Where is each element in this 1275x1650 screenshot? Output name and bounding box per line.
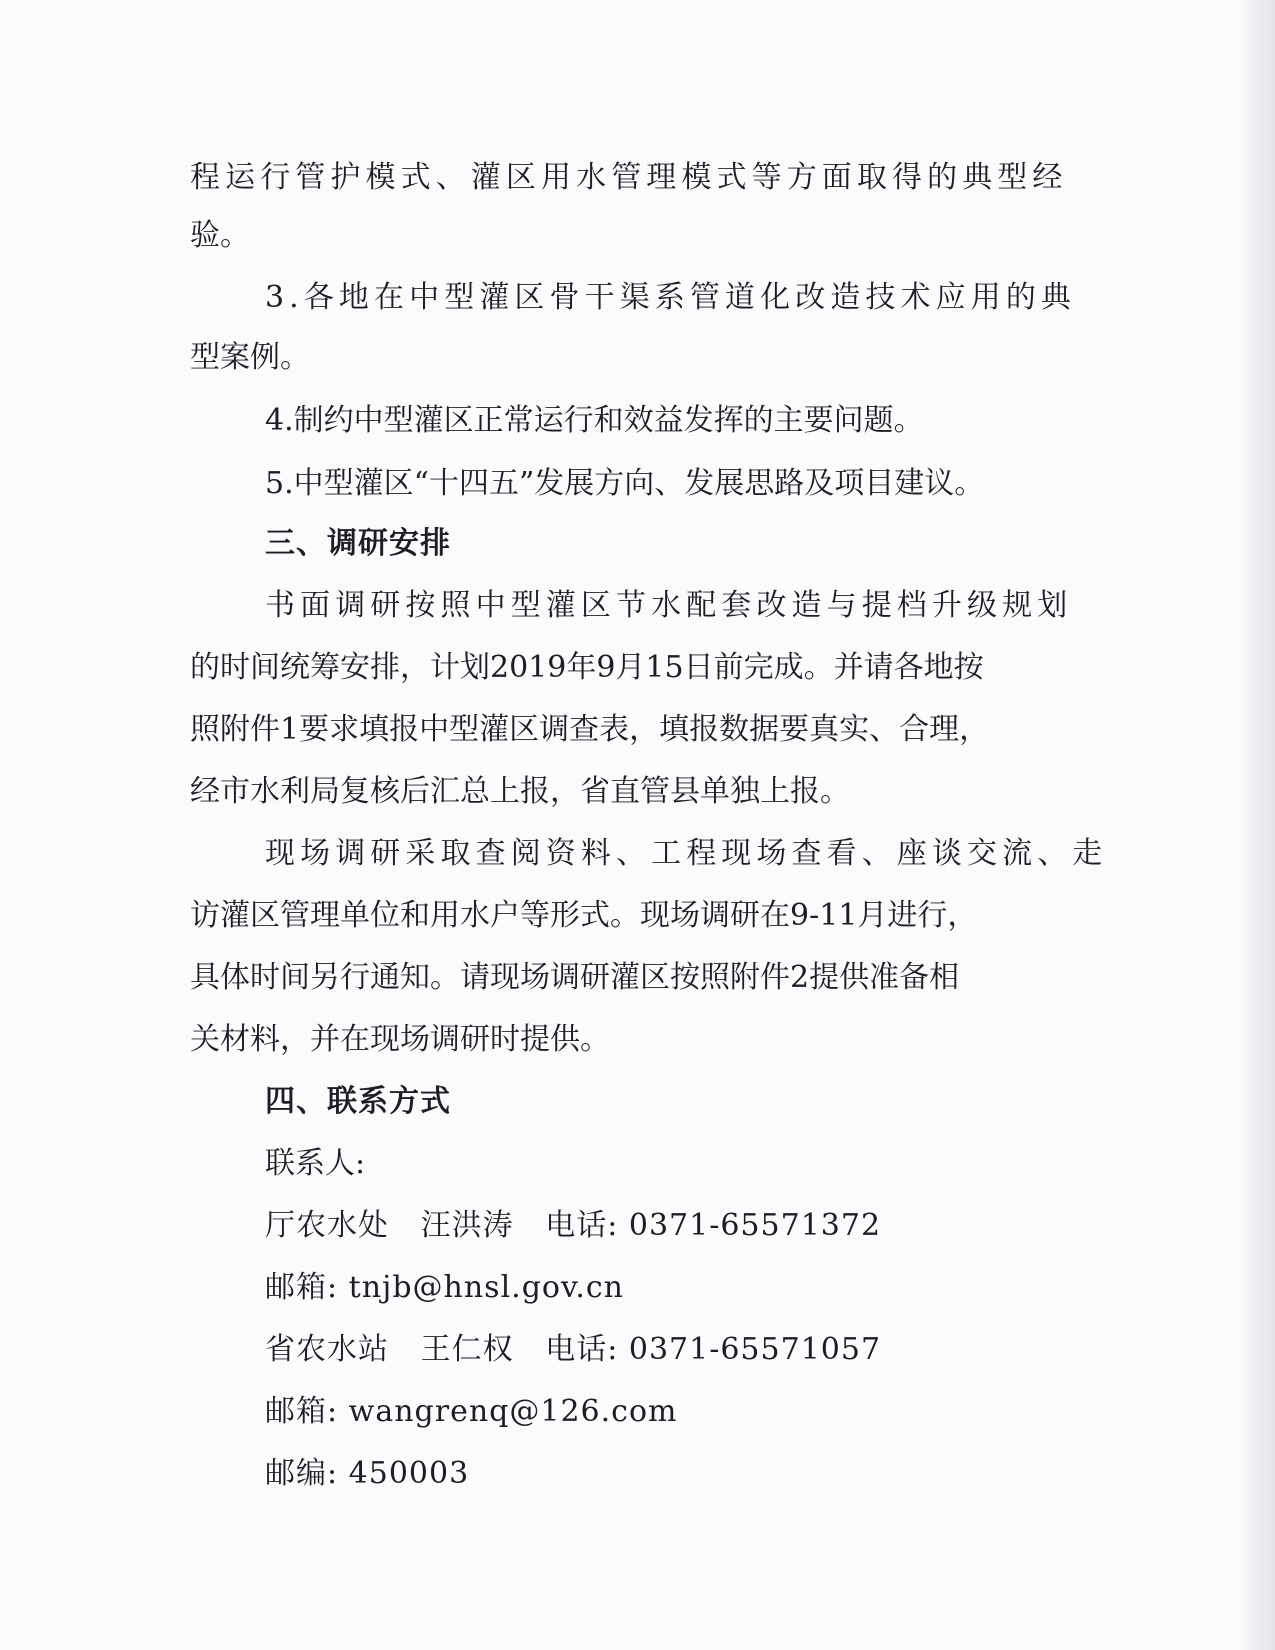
text-line: 的时间统筹安排，计划2019年9月15日前完成。并请各地按 bbox=[190, 650, 984, 685]
contact-2-phone: 省农水站 王仁权 电话: 0371-65571057 bbox=[265, 1332, 882, 1367]
text-line: 程运行管护模式、灌区用水管理模式等方面取得的典型经 bbox=[190, 160, 1068, 195]
paragraph-line bbox=[0, 210, 1275, 262]
text-line: 4.制约中型灌区正常运行和效益发挥的主要问题。 bbox=[265, 403, 924, 438]
text-line: 型案例。 bbox=[190, 340, 310, 375]
paragraph-line bbox=[0, 952, 1275, 1004]
contact-line bbox=[0, 1262, 1275, 1314]
contact-line bbox=[0, 1386, 1275, 1438]
text-line: 3.各地在中型灌区骨干渠系管道化改造技术应用的典 bbox=[265, 280, 1077, 315]
paragraph-line bbox=[0, 704, 1275, 756]
text-line: 书面调研按照中型灌区节水配套改造与提档升级规划 bbox=[265, 588, 1073, 623]
text-line: 经市水利局复核后汇总上报，省直管县单独上报。 bbox=[190, 774, 850, 809]
paragraph-line bbox=[0, 152, 1275, 204]
paragraph-line bbox=[0, 642, 1275, 694]
paragraph-line bbox=[0, 332, 1275, 384]
text-line: 具体时间另行通知。请现场调研灌区按照附件2提供准备相 bbox=[190, 960, 960, 995]
paragraph-line bbox=[0, 890, 1275, 942]
section-heading-text: 四、联系方式 bbox=[265, 1084, 451, 1119]
contact-line bbox=[0, 1448, 1275, 1500]
section-heading bbox=[0, 518, 1275, 570]
text-line: 现场调研采取查阅资料、工程现场查看、座谈交流、走 bbox=[265, 836, 1108, 871]
contact-1-email: 邮箱: tnjb@hnsl.gov.cn bbox=[265, 1270, 625, 1305]
paragraph-line bbox=[0, 828, 1275, 880]
contact-2-email: 邮箱: wangrenq@126.com bbox=[265, 1394, 678, 1429]
text-line: 验。 bbox=[190, 218, 250, 253]
text-line: 关材料，并在现场调研时提供。 bbox=[190, 1022, 610, 1057]
contact-label: 联系人: bbox=[265, 1146, 366, 1181]
contact-label-line bbox=[0, 1138, 1275, 1190]
contact-line bbox=[0, 1200, 1275, 1252]
text-line: 照附件1要求填报中型灌区调查表，填报数据要真实、合理， bbox=[190, 712, 990, 747]
text-line: 5.中型灌区“十四五”发展方向、发展思路及项目建议。 bbox=[265, 466, 985, 501]
paragraph-line bbox=[0, 272, 1275, 324]
contact-1-phone: 厅农水处 汪洪涛 电话: 0371-65571372 bbox=[265, 1208, 882, 1243]
paragraph-line bbox=[0, 458, 1275, 510]
contact-line bbox=[0, 1324, 1275, 1376]
section-heading-text: 三、调研安排 bbox=[265, 526, 451, 561]
section-heading bbox=[0, 1076, 1275, 1128]
postcode: 邮编: 450003 bbox=[265, 1456, 470, 1491]
paragraph-line bbox=[0, 1014, 1275, 1066]
paragraph-line bbox=[0, 395, 1275, 447]
paragraph-line bbox=[0, 766, 1275, 818]
text-line: 访灌区管理单位和用水户等形式。现场调研在9-11月进行， bbox=[190, 898, 978, 933]
paragraph-line bbox=[0, 580, 1275, 632]
